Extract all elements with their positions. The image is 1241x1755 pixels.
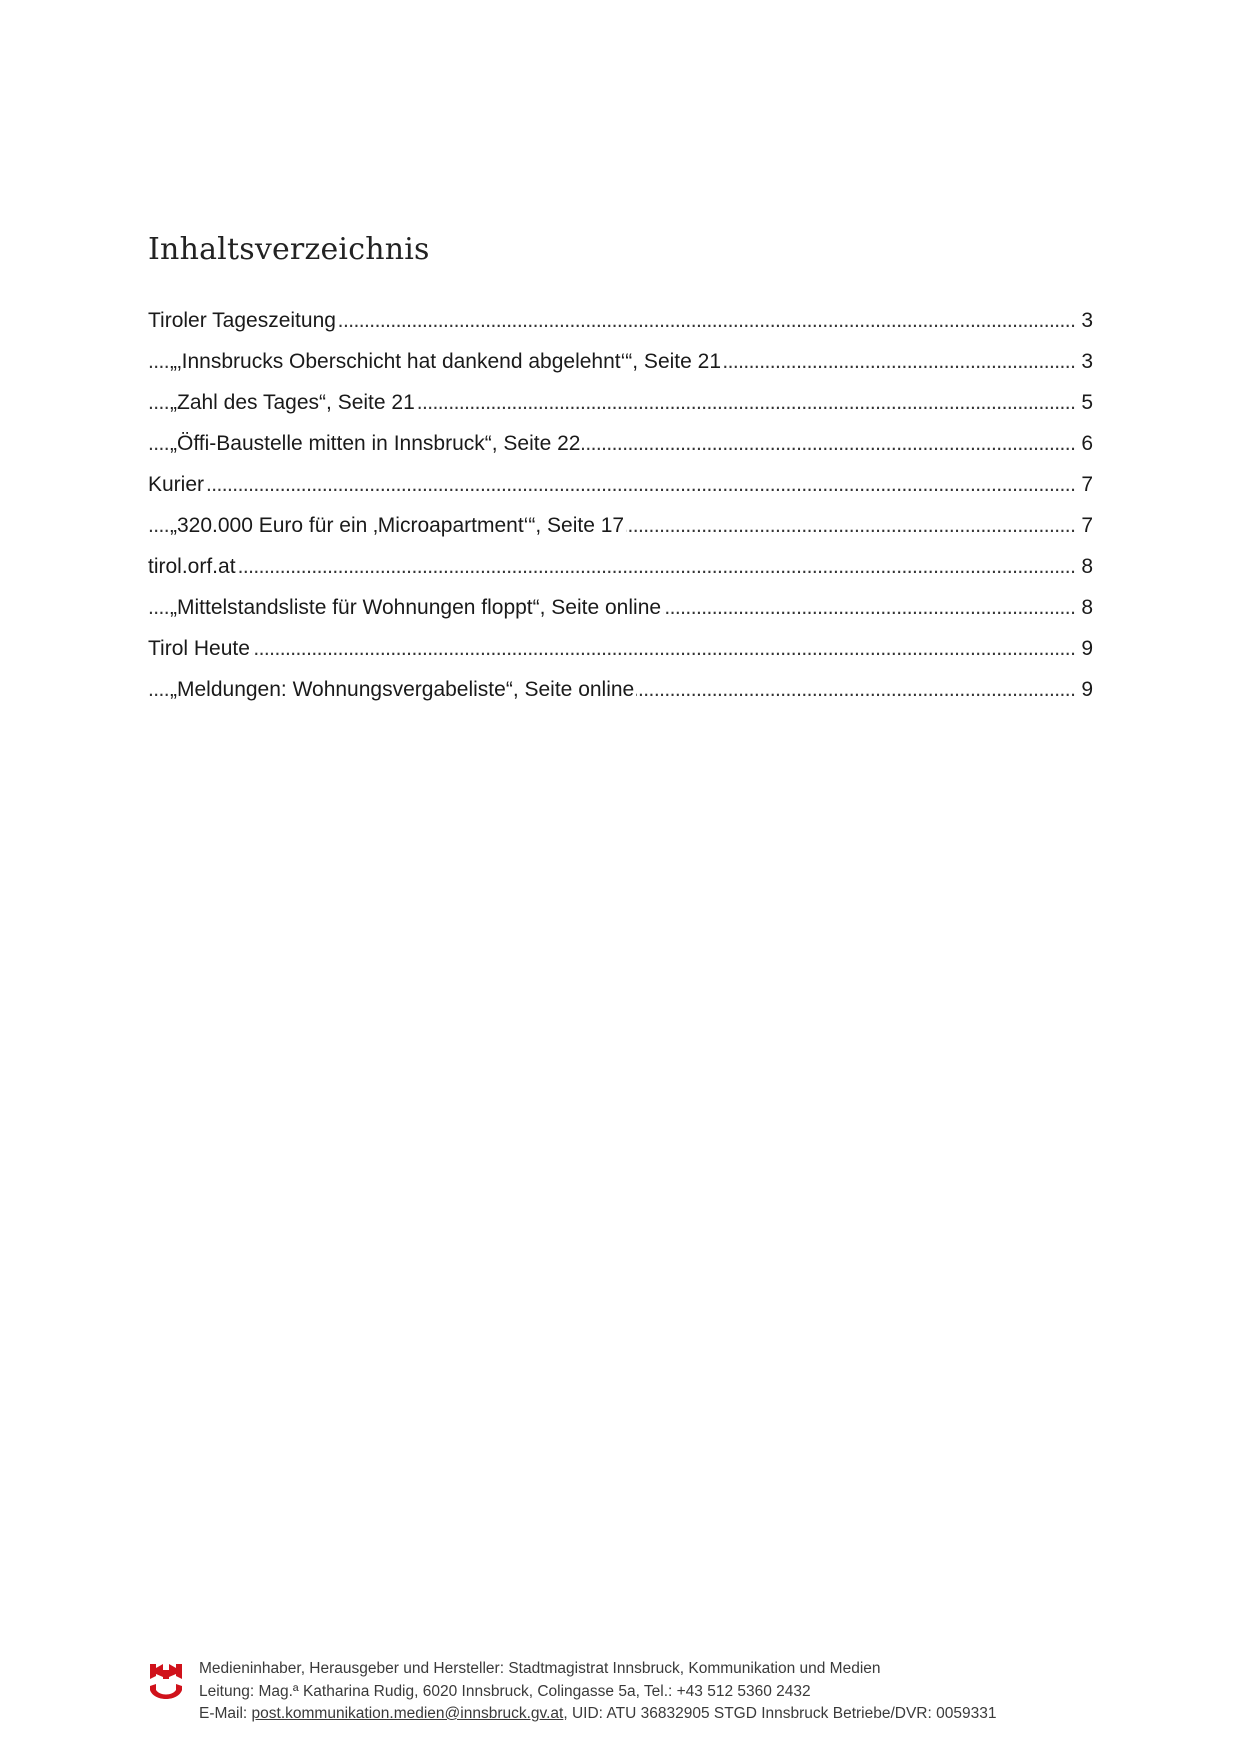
toc-entry-page: 8 (1077, 587, 1093, 628)
dot-leader (148, 464, 1093, 505)
dot-leader (148, 546, 1093, 587)
toc-entry-tirol-orf-at[interactable] (148, 546, 1093, 587)
toc-entry-text: „Mittelstandsliste für Wohnungen floppt“, Seite online (170, 596, 662, 619)
footer-line-publisher: Medieninhaber, Herausgeber und Hersteller: Stadtmagistrat Innsbruck, Kommunikation und Medien (199, 1660, 881, 1677)
page-footer (150, 1658, 1090, 1728)
toc-entry-mittelstandsliste[interactable] (148, 587, 1093, 628)
dot-leader (148, 628, 1093, 669)
footer-email-link[interactable]: post.kommunikation.medien@innsbruck.gv.at (251, 1705, 564, 1722)
toc-entry-page: 7 (1077, 464, 1093, 505)
toc-entry-microapartment[interactable] (148, 505, 1093, 546)
toc-entry-tirol-heute[interactable] (148, 628, 1093, 669)
toc-entry-page: 8 (1077, 546, 1093, 587)
toc-entry-text: „Öffi-Baustelle mitten in Innsbruck“, Seite 22 (170, 432, 581, 455)
toc-entry-kurier[interactable] (148, 464, 1093, 505)
toc-entry-text: „Meldungen: Wohnungsvergabeliste“, Seite online (170, 678, 635, 701)
toc-entry-page: 9 (1077, 669, 1093, 710)
toc-entry-page: 7 (1077, 505, 1093, 546)
toc-list (148, 300, 1093, 710)
toc-entry-text: Tirol Heute (148, 637, 250, 660)
toc-entry-page: 9 (1077, 628, 1093, 669)
toc-entry-text: Tiroler Tageszeitung (148, 309, 336, 332)
toc-entry-text: „Zahl des Tages“, Seite 21 (170, 391, 415, 414)
toc-entry-oeffi-baustelle[interactable] (148, 423, 1093, 464)
toc-entry-innsbrucks-oberschicht[interactable] (148, 341, 1093, 382)
footer-line-contact (199, 1703, 996, 1726)
footer-line-management: Leitung: Mag.ª Katharina Rudig, 6020 Innsbruck, Colingasse 5a, Tel.: +43 512 5360 2432 (199, 1682, 811, 1700)
toc-entry-text: tirol.orf.at (148, 555, 236, 578)
toc-entry-page: 6 (1077, 423, 1093, 464)
innsbruck-logo-icon (150, 1662, 182, 1702)
toc-entry-text: Kurier (148, 473, 205, 496)
toc-title: Inhaltsverzeichnis (148, 232, 430, 267)
toc-entry-page: 5 (1077, 382, 1093, 423)
toc-entry-zahl-des-tages[interactable] (148, 382, 1093, 423)
toc-entry-tiroler-tageszeitung[interactable] (148, 300, 1093, 341)
toc-entry-page: 3 (1077, 341, 1093, 382)
toc-entry-text: „‚Innsbrucks Oberschicht hat dankend abgelehnt‘“, Seite 21 (170, 350, 721, 373)
toc-entry-wohnungsvergabeliste[interactable] (148, 669, 1093, 710)
toc-entry-page: 3 (1077, 300, 1093, 341)
footer-uid: , UID: ATU 36832905 STGD Innsbruck Betriebe/DVR: 0059331 (563, 1705, 997, 1722)
footer-imprint (199, 1658, 996, 1726)
toc-entry-text: „320.000 Euro für ein ‚Microapartment‘“, Seite 17 (170, 514, 625, 537)
footer-email-label: E-Mail: (199, 1705, 252, 1722)
